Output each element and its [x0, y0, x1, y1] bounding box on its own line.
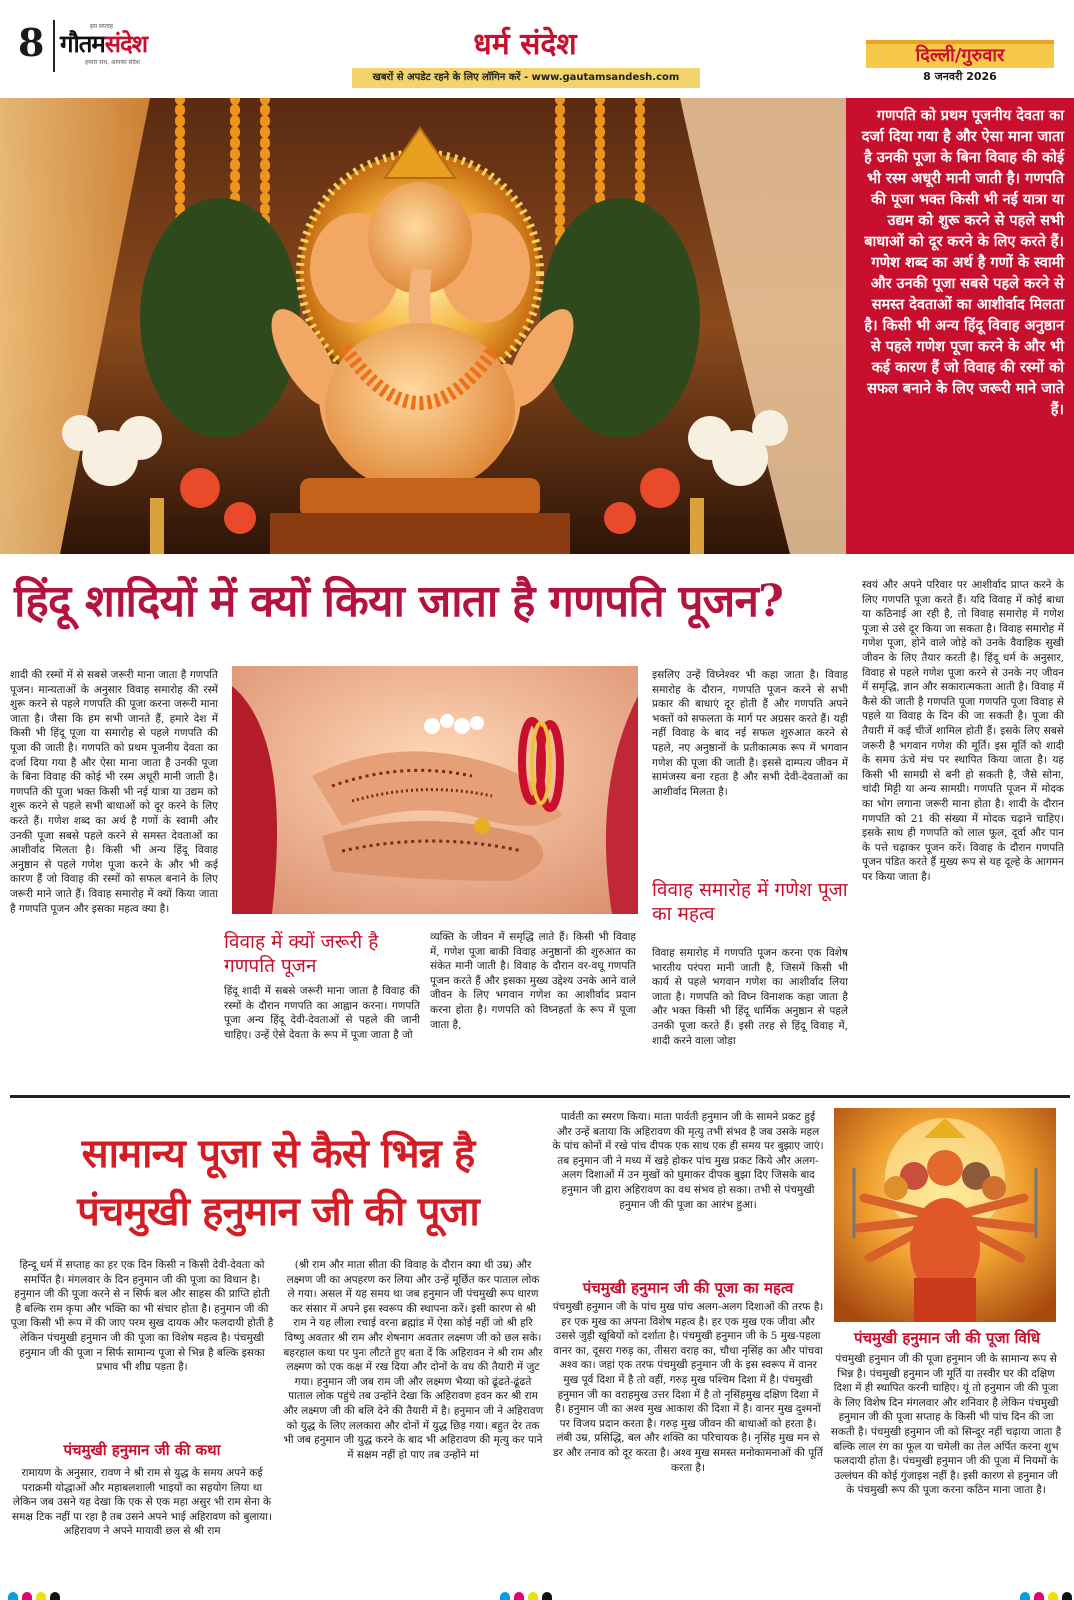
article-2-headline-line-2: पंचमुखी हनुमान जी की पूजा: [77, 1188, 479, 1235]
article-2-subhead-3: पंचमुखी हनुमान जी की पूजा विधि: [853, 1329, 1041, 1347]
masthead-divider: [53, 20, 55, 72]
registration-dot-black-right: [1062, 1592, 1072, 1600]
logo-san: संदेश: [104, 29, 148, 58]
article-2-column-1b: रामायण के अनुसार, रावण ने श्री राम से युद्ध के समय अपने कई पराक्रमी योद्धाओं और महाबलशाली भाइयों का सहयोग लिया था लेकिन जब उसने यह देखा कि एक से एक महा असुर भी राम सेना के समक्ष टिक नहीं पा रहा है तब उसने अपने भाई अहिरावण को बुलाया। अहिरावण ने अपने मायावी छल से श्री राम: [12, 1467, 272, 1538]
logo-tagline: हमारा सच, आपका संदेश: [85, 59, 140, 66]
intro-highlight-box: गणपति को प्रथम पूजनीय देवता का दर्जा दिया गया है और ऐसा माना जाता है उनकी पूजा के बिना विवाह की कोई भी रस्म अधूरी मानी जाती है। गणपति की पूजा भक्त किसी भी नई यात्रा या उद्यम को शुरू करने से पहले सभी बाधाओं को दूर करने के लिए करते हैं। गणेश शब्द का अर्थ है गणों के स्वामी और उनकी पूजा सबसे पहले करने से समस्त देवताओं का आशीर्वाद मिलता है। किसी भी अन्य हिंदू विवाह अनुष्ठान से पहले गणेश पूजा करने के और भी कई कारण हैं जो विवाह की रस्मों को सफल बनाने के लिए जरूरी माने जाते हैं।: [846, 98, 1074, 554]
registration-dot-magenta-left: [22, 1592, 32, 1600]
article-2-headline-line-1: सामान्य पूजा से कैसे भिन्न है: [81, 1130, 475, 1177]
logo-gau: गौतम: [60, 29, 105, 58]
section-title: धर्म संदेश: [473, 27, 577, 62]
article-1-column-1: शादी की रस्मों में से सबसे जरूरी माना जाता है गणपति पूजन। मान्यताओं के अनुसार विवाह समारोह की रस्में शुरू करने से पहले गणपति की पूजा करना जरूरी माना जाता है। जैसा कि हम सभी जानते हैं, हमारे देश में किसी भी हिंदू पूजा या समारोह से पहले गणपति की पूजा की जाती है। गणपति को प्रथम पूजनीय देवता का दर्जा दिया गया है और ऐसा माना जाता है उनकी पूजा के बिना विवाह की कोई भी रस्म अधूरी मानी जाती है। गणपति की पूजा भक्त किसी भी नई यात्रा या उद्यम को शुरू करने से पहले सभी बाधाओं को दूर करने के लिए करते हैं। गणेश शब्द का अर्थ है गणों के स्वामी और उनकी पूजा सबसे पहले करने से समस्त देवताओं का आशीर्वाद मिलता है। किसी भी अन्य हिंदू विवाह अनुष्ठान से पहले गणेश पूजा करने के और भी कई कारण हैं जो विवाह की रस्मों को सफल बनाने के लिए जरूरी माने जाते हैं। विवाह समारोह में क्यों किया जाता है गणपति पूजन और इसका महत्व क्या है।: [10, 669, 218, 915]
section-divider: [10, 1095, 1070, 1098]
article-2-headline: [18, 1125, 538, 1241]
logo-pre-text: इस सप्ताह: [90, 23, 113, 30]
registration-dot-magenta-center: [514, 1592, 524, 1600]
registration-dot-cyan-center: [500, 1592, 510, 1600]
article-2-column-2: (श्री राम और माता सीता की विवाह के दौरान क्या थी उम्र) और लक्ष्मण जी का अपहरण कर लिया और उन्हें मूर्छित कर पाताल लोक ले गया। असल में यह समय था जब हनुमान जी पंचमुखी रूप धारण कर संसार में अपने इस स्वरूप की स्थापना करें। इसी कारण से श्री राम ने यह लीला रचाई वरना ब्रह्मांड में ऐसा कोई नहीं जो श्री हरि विष्णु अवतार श्री राम और शेषनाग अवतार लक्ष्मण जी को छल सके। बहरहाल कथा पर पुनः लौटते हुए बता दें कि अहिरावन ने श्री राम और लक्ष्मण को एक कक्ष में रख दिया और दोनों के वध की तैयारी में जुट गया। हनुमान जी जब राम जी और लक्ष्मण भैय्या को ढूंढते-ढूंढते पाताल लोक पहुंचे तब उन्होंने देखा कि अहिरावण हवन कर श्री राम और लक्ष्मण जी की बलि देने की तैयारी में है। हनुमान जी ने अहिरावण को युद्ध के लिए ललकारा और दोनों में युद्ध छिड़ गया। बहुत देर तक भी जब हनुमान जी युद्ध करने के बाद भी अहिरावण की मृत्यु कर पाने में सक्षम नहीं हो पाए तब उन्होंने मां: [282, 1259, 544, 1461]
article-1-column-4: इसलिए उन्हें विघ्नेश्वर भी कहा जाता है। विवाह समारोह के दौरान, गणपति पूजन करने से सभी प्रकार की बाधाएं दूर होती हैं और गणपति अपने भक्तों को सफलता के मार्ग पर अग्रसर करते हैं। यही नहीं विवाह के बाद नई सफल शुरुआत करने से पहले, नए अनुष्ठानों के प्रतीकात्मक रूप में भगवान गणेश की पूजा की जाती है। इससे दाम्पत्य जीवन में सामंजस्य बना रहता है और सभी देवी-देवताओं का आशीर्वाद मिलता है।: [652, 669, 848, 798]
dateline-box: [866, 40, 1054, 88]
article-1-subhead-2: विवाह समारोह में गणेश पूजा का महत्व: [652, 879, 848, 925]
article-2-column-3b: पंचमुखी हनुमान जी के पांच मुख पांच अलग-अलग दिशाओं की तरफ है। हर एक मुख का अपना विशेष महत्व है। हर एक मुख एक जीवा और उससे जुड़ी खूबियों को दर्शाता है। पंचमुखी हनुमान जी के 5 मुख-पहला वानर का, दूसरा गरुड़ का, तीसरा वराह का, चौथा नृसिंह का और पांचवा अश्व का। जहां एक तरफ पंचमुखी हनुमान जी के इस स्वरूप में वानर मुख पूर्व दिशा में है तो वहीं, गरुड़ मुख पश्चिम दिशा में है। पंचमुखी हनुमान जी का वराहमुख उत्तर दिशा में है तो नृसिंहमुख दक्षिण दिशा में है। हनुमान जी का अश्व मुख आकाश की दिशा में है। वानर मुख दुश्मनों पर विजय प्रदान करता है। गरुड़ मुख जीवन की बाधाओं को हरता है। लंबी उम्र, प्रसिद्धि, बल और शक्ति का परिचायक है। नृसिंह मुख मन से डर और तनाव को दूर करता है। अश्व मुख समस्त मनोकामनाओं की पूर्ति करता है।: [552, 1301, 824, 1474]
hanuman-illustration: [834, 1108, 1056, 1322]
page-number: 8: [18, 20, 45, 65]
panchmukhi-hanuman-photo: [834, 1108, 1056, 1322]
article-1-headline: हिंदू शादियों में क्यों किया जाता है गणपति पूजन?: [14, 576, 784, 627]
article-2-column-4: पंचमुखी हनुमान जी की पूजा हनुमान जी के सामान्य रूप से भिन्न है। पंचमुखी हनुमान जी मूर्ति या तस्वीर घर की दक्षिण दिशा में ही स्थापित करनी चाहिए। यूं तो हनुमान जी की पूजा के लिए विशेष दिन मंगलवार और शनिवार है लेकिन पंचमुखी हनुमान जी की पूजा सप्ताह के किसी भी पांच दिन की जा सकती है। पंचमुखी हनुमान जी को सिन्दूर नहीं चढ़ाया जाता है बल्कि लाल रंग का फूल या चमेली का तेल अर्पित करना शुभ फलदायी होता है। पंचमुखी हनुमान जी की पूजा में नियमों के उल्लंघन की कोई गुंजाइश नहीं है। इसी कारण से हनुमान जी के पंचमुखी रूप की पूजा करना कठिन माना जाता है।: [830, 1353, 1062, 1497]
mehndi-illustration: [232, 666, 638, 914]
registration-dot-cyan-left: [8, 1592, 18, 1600]
article-1-column-5: विवाह समारोह में गणपति पूजन करना एक विशेष भारतीय परंपरा मानी जाती है, जिसमें किसी भी कार्य से पहले भगवान गणेश का आशीर्वाद लिया जाता है। गणपति को विघ्न विनाशक कहा जाता है और भक्त किसी भी हिंदू धार्मिक अनुष्ठान से पहले उनकी पूजा करते हैं। इसी तरह से हिंदू विवाह में, शादी करने वाला जोड़ा: [652, 947, 848, 1047]
article-1-column-2: हिंदू शादी में सबसे जरूरी माना जाता है विवाह की रस्मों के दौरान गणपति का आह्वान करना। गणपति पूजा अन्य हिंदू देवी-देवताओं से पहले की जानी चाहिए। उन्हें ऐसे देवता के रूप में पूजा जाता है जो: [224, 985, 420, 1041]
article-2-subhead-1: पंचमुखी हनुमान जी की कथा: [63, 1441, 221, 1459]
article-1-column-6: स्वयं और अपने परिवार पर आशीर्वाद प्राप्त करने के लिए गणपति पूजा करते हैं। यदि विवाह में कोई बाधा या कठिनाई आ रही है, तो विवाह समारोह में गणेश पूजा से उसे दूर किया जा सकता है। विवाह समारोह में गणेश पूजा, होने वाले जोड़े को उनके वैवाहिक सुखी जीवन के लिए तैयार करती है। हिंदू धर्म के अनुसार, विवाह से पहले गणेश पूजा करने से उनके नए जीवन में समृद्धि, ज्ञान और सकारात्मकता आती है। विवाह में कैसे की जाती है गणपति पूजा गणपति पूजा विवाह से पहले या विवाह के दिन की जा सकती है। पूजा की तैयारी में कई चीजें शामिल होती हैं। इसके लिए सबसे जरूरी है भगवान गणेश की मूर्ति। इस मूर्ति को शादी के समय ऊंचे मंच पर स्थापित किया जाता है। यह किसी भी सामग्री से बनी हो सकती है, जैसे सोना, चांदी मिट्टी या अन्य सामग्री। गणपति पूजन में मोदक का भोग लगाना जरूरी माना होता है। शादी के दौरान गणपति को 21 की संख्या में मोदक चढ़ाने चाहिए। इसके साथ ही गणपति को लाल फूल, दूर्वा और पान के पत्ते चढ़ाकर पूजन करें। विवाह के दौरान गणपति पूजन पंडित करते हैं मुख्य रूप से यह दूल्हे के आगमन पर किया जाता है।: [862, 579, 1064, 883]
registration-dot-black-left: [50, 1592, 60, 1600]
registration-dot-cyan-right: [1020, 1592, 1030, 1600]
registration-dot-yellow-right: [1048, 1592, 1058, 1600]
newspaper-logo[interactable]: [60, 22, 190, 72]
article-2-column-1: हिन्दू धर्म में सप्ताह का हर एक दिन किसी न किसी देवी-देवता को समर्पित है। मंगलवार के दिन हनुमान जी की पूजा का विधान है। हनुमान जी की पूजा करने से न सिर्फ बल और साहस की प्राप्ति होती है बल्कि राम कृपा और भक्ति का भी संचार होता है। हनुमान जी की पूजा किसी भी रूप में की जाए परम सुख दायक और फलदायी होती है लेकिन पंचमुखी हनुमान जी की पूजा का विशेष महत्व है। पंचमुखी हनुमान जी की पूजा न सिर्फ सामान्य पूजा से भिन्न है बल्कि इसका प्रभाव भी शीघ्र पड़ता है।: [10, 1259, 274, 1374]
dateline-city-day: दिल्ली/गुरुवार: [866, 44, 1054, 68]
registration-dot-yellow-left: [36, 1592, 46, 1600]
registration-dot-black-center: [542, 1592, 552, 1600]
registration-dot-magenta-right: [1034, 1592, 1044, 1600]
ganesha-idol-photo: [0, 98, 846, 554]
article-1-column-3: व्यक्ति के जीवन में समृद्धि लाते हैं। किसी भी विवाह में, गणेश पूजा बाकी विवाह अनुष्ठानों की शुरुआत का संकेत मानी जाती है। विवाह के दौरान वर-वधू गणपति पूजन करते हैं और इसका मुख्य उद्देश्य उनके आने वाले जीवन के लिए भगवान गणेश का आशीर्वाद प्रदान करना होता है। गणपति को विघ्नहर्ता के रूप में पूजा जाता है,: [430, 931, 636, 1031]
website-tagline[interactable]: खबरों से अपडेट रहने के लिए लॉगिन करें - www.gautamsandesh.com: [352, 68, 700, 88]
article-2-subhead-2: पंचमुखी हनुमान जी की पूजा का महत्व: [582, 1279, 794, 1297]
article-2-column-3a: पार्वती का स्मरण किया। माता पार्वती हनुमान जी के सामने प्रकट हुई और उन्हें बताया कि अहिरावण की मृत्यु तभी संभव है जब उसके महल के पांच कोनों में रखे पांच दीपक एक साथ एक ही समय पर बुझाए जाएं। तब हनुमान जी ने मध्य में खड़े होकर पांच मुख प्रकट किये और अलग-अलग दिशाओं में उन मुखों को घुमाकर दीपक बुझा दिए जिसके बाद हनुमान जी द्वारा अहिरावण का वध संभव हो सका। तभी से पंचमुखी हनुमान जी की पूजा का आरंभ हुआ।: [552, 1111, 824, 1211]
registration-dot-yellow-center: [528, 1592, 538, 1600]
ganesha-illustration: [0, 98, 846, 554]
mehndi-hands-photo: [232, 666, 638, 914]
article-1-subhead-1: विवाह में क्यों जरूरी है गणपति पूजन: [224, 931, 379, 977]
dateline-date: 8 जनवरी 2026: [923, 70, 997, 83]
